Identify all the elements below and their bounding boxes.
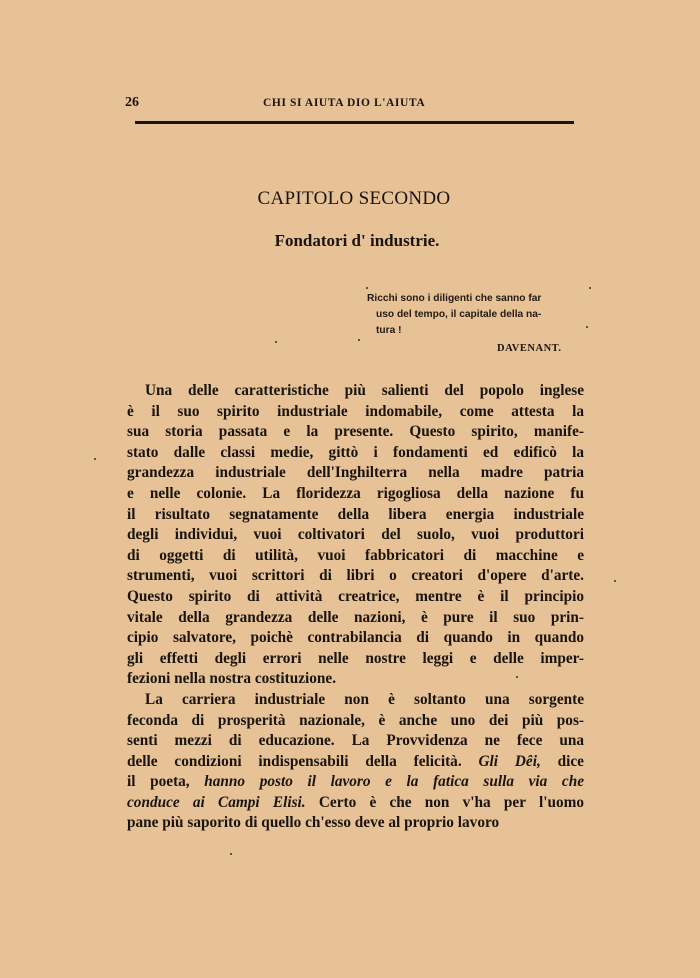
text-segment: Certo è che non v'ha per l'uomo <box>318 793 585 811</box>
text-segment: il poeta, <box>127 773 190 791</box>
epigraph-line: tura ! <box>376 325 402 336</box>
print-speck <box>94 458 96 460</box>
print-speck <box>589 287 591 289</box>
print-speck <box>586 326 588 328</box>
text-line: strumenti, vuoi scrittori di libri o creatori d'opere d'arte. <box>127 567 584 585</box>
print-speck <box>358 339 360 341</box>
page-number: 26 <box>125 95 139 110</box>
epigraph-line: Ricchi sono i diligenti che sanno far <box>367 293 542 304</box>
text-line: pane più saporito di quello ch'esso deve al proprio lavoro <box>127 814 500 832</box>
text-line: La carriera industriale non è soltanto una sorgente <box>145 690 584 708</box>
italic-quote: conduce ai Campi Elisi. <box>127 793 306 811</box>
running-head <box>125 95 575 113</box>
section-title: Fondatori d' industrie. <box>274 231 440 250</box>
running-title: CHI SI AIUTA DIO L'AIUTA <box>263 97 426 109</box>
text-line: di oggetti di utilità, vuoi fabbricatori di macchine e <box>127 546 584 564</box>
text-line: è il suo spirito industriale indomabile, come attesta la <box>127 402 584 420</box>
text-line: stato dalle classi medie, gittò i fondamenti ed edificò la <box>127 443 584 461</box>
print-speck <box>275 341 277 343</box>
italic-quote: Gli Dêi, <box>478 752 541 770</box>
epigraph-author: DAVENANT. <box>497 343 562 354</box>
print-speck <box>614 580 616 582</box>
text-line: cipio salvatore, poichè contrabilancia di quando in quando <box>127 629 584 647</box>
text-line: vitale della grandezza delle nazioni, è pure il suo prin- <box>127 608 584 626</box>
text-line: gli effetti degli errori nelle nostre leggi e delle imper- <box>127 649 584 667</box>
epigraph-line: uso del tempo, il capitale della na- <box>376 309 542 320</box>
print-speck <box>516 676 518 678</box>
text-line: senti mezzi di educazione. La Provvidenza ne fece una <box>127 732 584 750</box>
text-line <box>127 772 584 793</box>
text-segment: delle condizioni indispensabili della felicità. <box>127 752 462 770</box>
text-line: il risultato segnatamente della libera energia industriale <box>127 505 584 523</box>
text-line: e nelle colonie. La floridezza rigogliosa della nazione fu <box>127 484 584 502</box>
text-line: Una delle caratteristiche più salienti del popolo inglese <box>145 382 584 399</box>
text-line: sua storia passata e la presente. Questo spirito, manife- <box>127 423 584 441</box>
chapter-title: CAPITOLO SECONDO <box>257 188 451 209</box>
italic-quote: hanno posto il lavoro e la fatica sulla via che <box>204 773 584 791</box>
text-line: grandezza industriale dell'Inghilterra nella madre patria <box>127 464 584 482</box>
paragraph-1 <box>127 381 584 690</box>
text-line: feconda di prosperità nazionale, è anche uno dei più pos- <box>127 711 584 729</box>
epigraph <box>367 291 587 339</box>
text-line: degli individui, vuoi coltivatori del suolo, vuoi produttori <box>127 526 584 544</box>
text-line <box>127 752 584 773</box>
body-text <box>127 381 584 834</box>
header-rule <box>135 121 574 124</box>
text-line <box>127 793 584 814</box>
print-speck <box>366 287 368 289</box>
text-segment: dice <box>557 752 584 770</box>
print-speck <box>230 853 232 855</box>
text-line: fezioni nella nostra costituzione. <box>127 670 337 688</box>
text-line: Questo spirito di attività creatrice, mentre è il principio <box>127 587 584 605</box>
paragraph-2 <box>127 690 584 834</box>
